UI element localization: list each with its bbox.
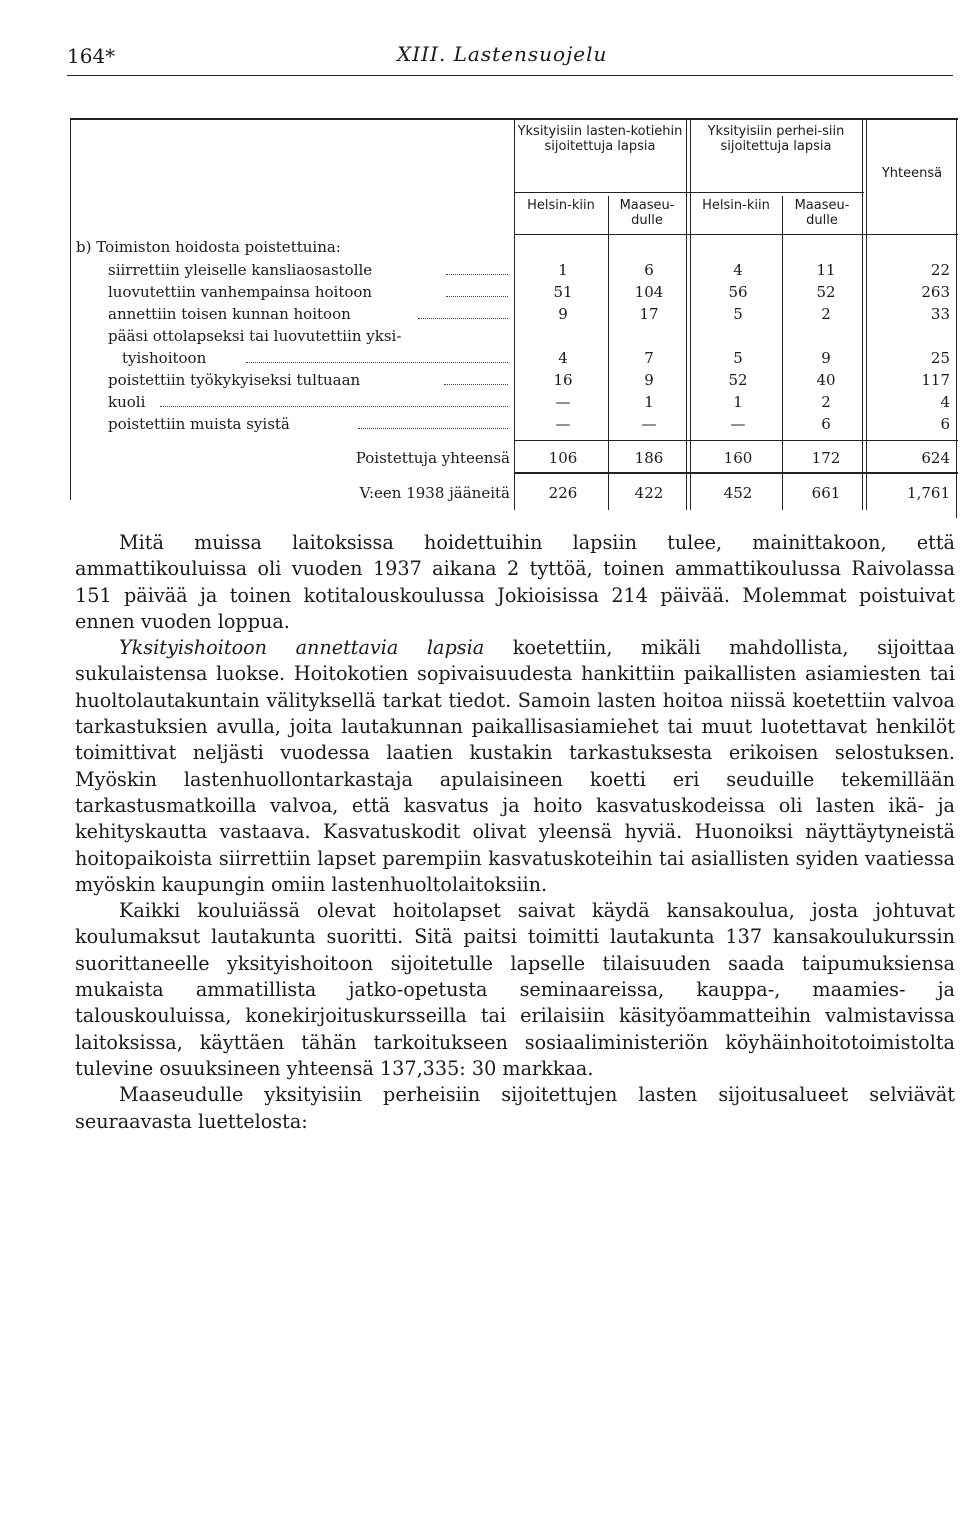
body-text	[75, 530, 955, 1135]
cell-value: 4	[940, 393, 950, 411]
cell-value: 1	[644, 393, 654, 411]
cell-value: 2	[821, 305, 831, 323]
table-row	[70, 413, 958, 435]
cell-value: 226	[548, 484, 578, 502]
paragraph: Kaikki kouluiässä olevat hoitolapset saivat käydä kansakoulua, josta johtuvat koulumaksut lautakunta suoritti. Sitä paitsi toimitti lautakunta 137 kansakoulukurssin suorittaneelle yksityishoitoon sijoitetulle lapselle tilaisuuden saada taipumuksiensa mukaista ammatillista jatko-opetusta seminaareissa, kauppa-, maamies- ja talouskouluissa, konekirjoituskursseilla tai erilaisiin käsityöammatteihin valmistavissa laitoksissa, käyttäen tähän tarkoitukseen sosiaaliministeriön köyhäinhoitotoimistolta tulevine osuuksineen yhteensä 137,335: 30 markkaa.	[75, 899, 955, 1080]
table-row	[70, 303, 958, 325]
subheader-helsinki-1: Helsin-kiin	[527, 198, 595, 213]
cell-value: 56	[728, 283, 748, 301]
cell-value: 5	[733, 305, 743, 323]
paragraph-text: koetettiin, mikäli mahdollista, sijoittaa sukulaistensa luokse. Hoitokotien sopivaisuudesta hankittiin paikallisten asiamiesten tai huoltolautakuntain välityksellä tarkat tiedot. Samoin lasten hoitoa niissä koetettiin valvoa tarkastuksien avulla, joita lautakunnan paikallisasiamiehet tai muut luotettavat henkilöt toimittivat neljästi vuodessa laatien kustakin tarkastuksesta erikoisen selostuksen. Myöskin lastenhuollontarkastaja apulaisineen koetti eri seuduille tekemillään tarkastusmatkoilla valvoa, että kasvatus ja hoito kasvatuskodeissa oli lasten ikä- ja kehityskautta vastaava. Kasvatuskodit olivat yleensä hyviä. Huonoiksi näyttäytyneistä hoitopaikoista siirrettiin lapset parempiin kasvatuskoteihin tai asiallisten syiden vaatiessa myöskin kaupungin omiin lastenhuoltolaitoksiin.	[75, 636, 955, 896]
cell-value: 452	[723, 484, 753, 502]
leader-dots	[160, 405, 508, 407]
cell-value: 52	[816, 283, 836, 301]
cell-value: 172	[811, 449, 841, 467]
cell-value: —	[555, 415, 571, 433]
cell-value: 11	[816, 261, 836, 279]
cell-value: 4	[558, 349, 568, 367]
table-row	[70, 369, 958, 391]
cell-value: 6	[644, 261, 654, 279]
cell-value: 104	[634, 283, 664, 301]
leader-dots	[246, 361, 508, 363]
cell-value: 661	[811, 484, 841, 502]
cell-value: 1,761	[907, 484, 950, 502]
cell-value: 51	[553, 283, 573, 301]
table-row	[70, 391, 958, 413]
cell-value: 624	[921, 449, 950, 467]
subheader-maaseutu-1: Maaseu-dulle	[619, 198, 675, 228]
cell-value: —	[555, 393, 571, 411]
statistics-table	[70, 118, 958, 518]
total-label: Poistettuja yhteensä	[355, 449, 510, 467]
cell-value: 22	[930, 261, 950, 279]
cell-value: 1	[733, 393, 743, 411]
group-header-rule	[514, 192, 864, 193]
subheader-helsinki-2: Helsin-kiin	[702, 198, 770, 213]
cell-value: 16	[553, 371, 573, 389]
cell-value: 2	[821, 393, 831, 411]
row-label: luovutettiin vanhempainsa hoitoon	[108, 283, 373, 301]
cell-value: 9	[821, 349, 831, 367]
cell-value: 160	[723, 449, 753, 467]
cell-value: 9	[558, 305, 568, 323]
cell-value: 1	[558, 261, 568, 279]
cell-value: 25	[930, 349, 950, 367]
remaining-rule	[514, 472, 958, 474]
row-label: pääsi ottolapseksi tai luovutettiin yksi-	[108, 327, 402, 345]
cell-value: 6	[940, 415, 950, 433]
cell-value: —	[730, 415, 746, 433]
total-rule	[514, 440, 958, 441]
cell-value: 263	[921, 283, 950, 301]
row-label: poistettiin muista syistä	[108, 415, 290, 433]
page-header	[67, 38, 953, 78]
paragraph	[75, 635, 955, 898]
subheader-maaseutu-2: Maaseu-dulle	[794, 198, 850, 228]
cell-value: 5	[733, 349, 743, 367]
subheader-rule	[514, 234, 958, 235]
table-row-multiline	[70, 325, 958, 347]
leader-dots	[358, 427, 508, 429]
leader-dots	[446, 295, 508, 297]
row-label: kuoli	[108, 393, 146, 411]
leader-dots	[446, 273, 508, 275]
total-header: Yhteensä	[881, 166, 943, 181]
paragraph: Mitä muissa laitoksissa hoidettuihin lapsiin tulee, mainittakoon, että ammattikouluissa oli vuoden 1937 aikana 2 tyttöä, toinen ammattikoulussa Raivolassa 151 päivää ja toinen kotitalouskoulussa Jokioisissa 214 päivää. Molemmat poistuivat ennen vuoden loppua.	[75, 531, 955, 633]
cell-value: 117	[921, 371, 950, 389]
group-header-perheet: Yksityisiin perhei-siin sijoitettuja lapsia	[707, 124, 845, 154]
cell-value: 4	[733, 261, 743, 279]
cell-value: 52	[728, 371, 748, 389]
cell-value: 33	[930, 305, 950, 323]
cell-value: —	[641, 415, 657, 433]
group-header-lastenkodit: Yksityisiin lasten-kotiehin sijoitettuja lapsia	[517, 124, 683, 154]
row-label-continuation: tyishoitoon	[122, 349, 207, 367]
row-label: annettiin toisen kunnan hoitoon	[108, 305, 351, 323]
row-label: poistettiin työkykyiseksi tultuaan	[108, 371, 361, 389]
cell-value: 186	[634, 449, 664, 467]
section-row	[70, 236, 958, 258]
cell-value: 9	[644, 371, 654, 389]
header-rule	[67, 75, 953, 76]
total-row	[70, 447, 958, 469]
cell-value: 7	[644, 349, 654, 367]
row-label: siirrettiin yleiselle kansliaosastolle	[108, 261, 373, 279]
table-row	[70, 259, 958, 281]
emphasis: Yksityishoitoon annettavia lapsia	[119, 636, 485, 660]
remaining-label: V:een 1938 jääneitä	[359, 484, 510, 502]
page-number: 164*	[67, 44, 116, 68]
running-head: XIII. Lastensuojelu	[397, 42, 608, 66]
paragraph: Maaseudulle yksityisiin perheisiin sijoitettujen lasten sijoitusalueet selviävät seuraavasta luettelosta:	[75, 1083, 955, 1133]
cell-value: 40	[816, 371, 836, 389]
table-row	[70, 281, 958, 303]
remaining-row	[70, 482, 958, 504]
cell-value: 17	[639, 305, 659, 323]
table-row	[70, 347, 958, 369]
leader-dots	[444, 383, 508, 385]
leader-dots	[418, 317, 508, 319]
cell-value: 106	[548, 449, 578, 467]
section-label: b) Toimiston hoidosta poistettuina:	[76, 238, 341, 256]
cell-value: 422	[634, 484, 664, 502]
cell-value: 6	[821, 415, 831, 433]
